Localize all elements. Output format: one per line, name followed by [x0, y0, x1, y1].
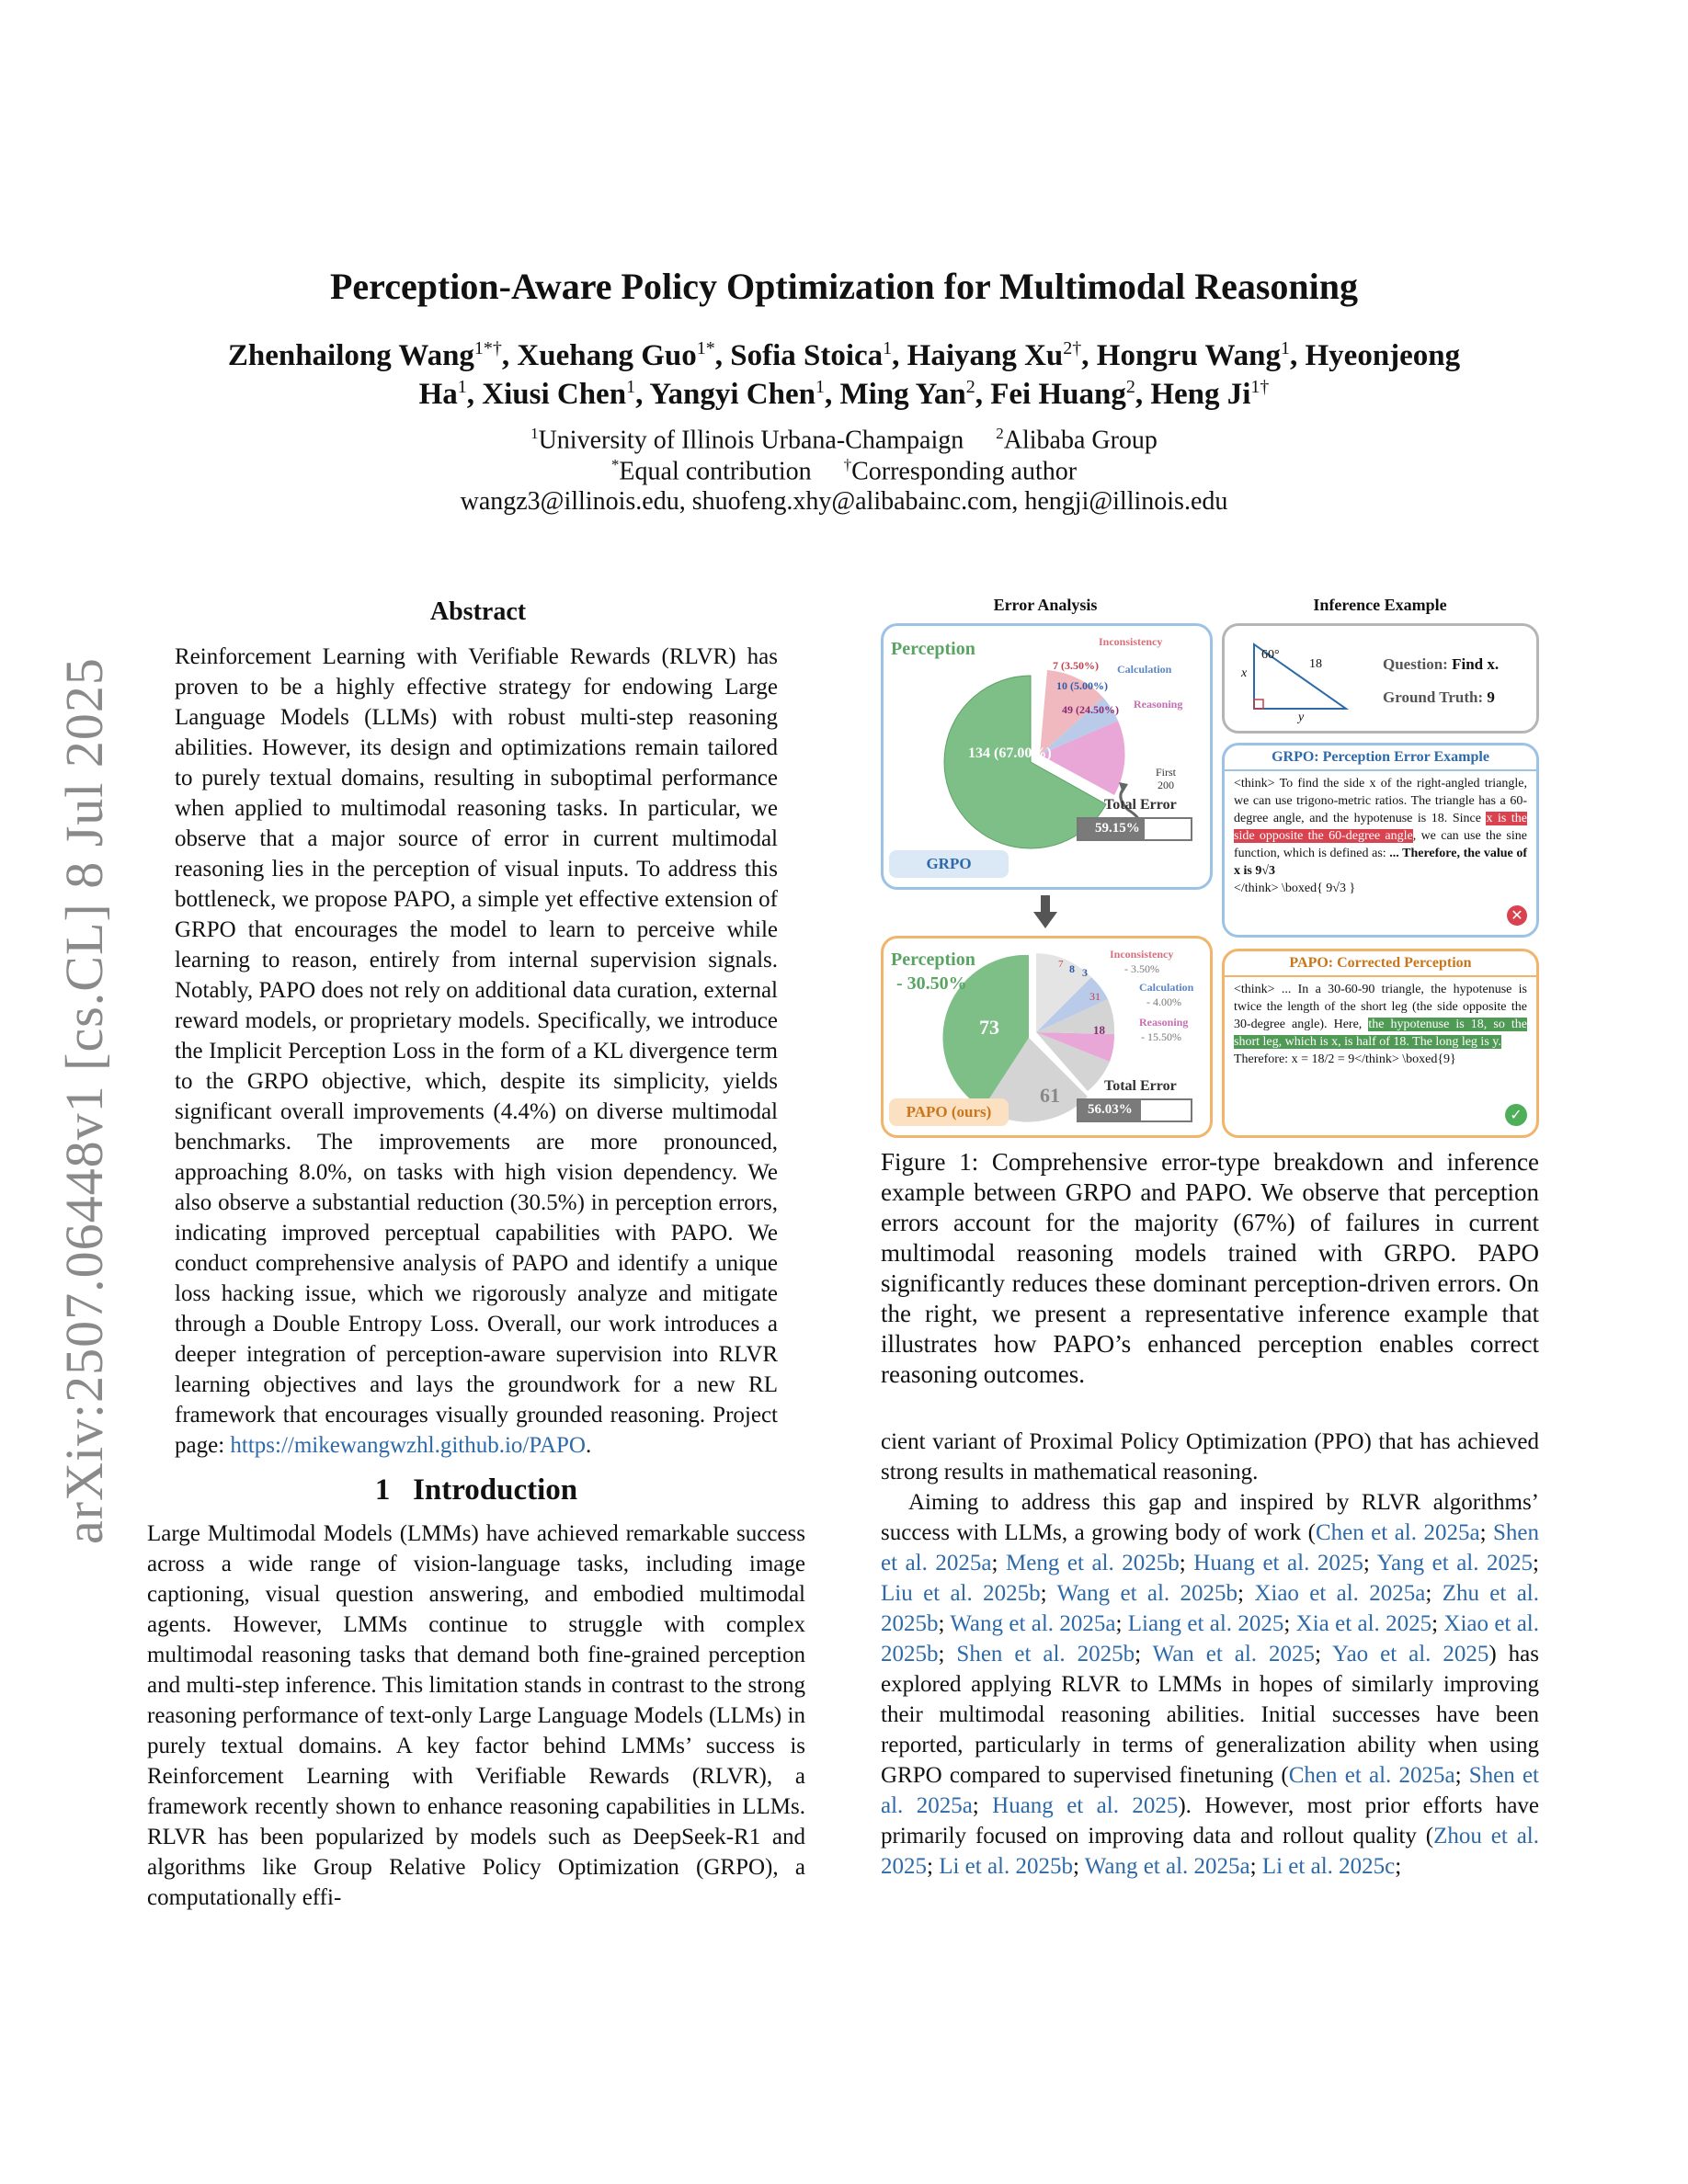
author: Hongru Wang: [1096, 339, 1281, 372]
author: Ha: [418, 378, 458, 411]
reasoning-label: Reasoning: [1139, 1016, 1189, 1029]
first-value: 200: [1158, 779, 1174, 791]
affiliation: Alibaba Group: [1003, 426, 1158, 455]
perception-label: Perception: [891, 950, 975, 970]
section-number: 1: [374, 1473, 391, 1507]
intro-paragraph-2: [881, 1487, 1539, 1882]
inconsistency-value: 7: [1058, 959, 1064, 970]
angle-label: 60°: [1261, 648, 1280, 662]
example-text: <think> To find the side x of the right-angled triangle, we can use trigono-metric ratios. The triangle has a 60-degree angle, and the hypotenuse is 18. Since: [1234, 777, 1527, 825]
example-text: ... Therefore, the value of x is 9√3: [1234, 847, 1527, 878]
wrong-answer-icon: ✕: [1507, 905, 1527, 926]
intro-text: Aiming to address this gap and inspired by RLVR algorithms’ success with LLMs, a growing body of work (: [881, 1490, 1539, 1545]
inference-example-title: Inference Example: [1313, 596, 1447, 614]
calculation-label: Calculation: [1117, 663, 1172, 676]
author: Yangyi Chen: [649, 378, 815, 411]
section-title: Introduction: [413, 1473, 578, 1507]
citation-link[interactable]: Zhu et al. 2025b: [881, 1581, 1539, 1636]
author-mark: 1: [626, 377, 636, 397]
grpo-example-title: GRPO: Perception Error Example: [1272, 749, 1489, 765]
aff-mark: 2: [996, 425, 1004, 442]
grpo-example-text: [1225, 775, 1536, 897]
author-mark: 1: [815, 377, 825, 397]
hypotenuse-label: 18: [1309, 657, 1322, 671]
question-text: Find x.: [1452, 655, 1500, 673]
calculation-value-b: 3: [1082, 966, 1088, 979]
author-mark: 2: [1125, 377, 1135, 397]
citation-list: Zhou et al. 2025; Li et al. 2025b; Wang et al. 2025a; Li et al. 2025c: [881, 1824, 1539, 1879]
figure-1: [881, 588, 1539, 1140]
citation-link[interactable]: Wang et al. 2025b: [1056, 1581, 1238, 1606]
author: Haiyang Xu: [907, 339, 1064, 372]
grpo-example-panel: [1222, 743, 1539, 938]
perception-label: Perception: [891, 639, 975, 659]
question-row: [1383, 655, 1499, 674]
note: Corresponding author: [851, 457, 1078, 486]
example-answer: Therefore: x = 18/2 = 9</think> \boxed{9}: [1234, 1052, 1456, 1066]
example-text: , we can use the sine function, which is defined as:: [1234, 829, 1527, 860]
first-200-note: [1156, 766, 1176, 791]
reasoning-value: 49 (24.50%): [1062, 703, 1119, 716]
author-line-2: Ha$^1$, Xiusi Chen$^1$, Yangyi Chen$^1$, Ming Yan$^2$, Fei Huang$^2$, Heng $Ji^{1\dagger}$: [418, 377, 1270, 411]
arxiv-side-stamp: arXiv:2507.06448v1 [cs.CL] 8 Jul 2025: [54, 657, 114, 1544]
perception-value: 134 (67.00%): [968, 745, 1052, 761]
abstract-end: .: [586, 1433, 592, 1458]
author: Xiusi Chen: [482, 378, 627, 411]
author-notes: [0, 456, 1688, 486]
paper-title: Perception-Aware Policy Optimization for Multimodal Reasoning: [329, 266, 1359, 307]
citation-link[interactable]: Liang et al. 2025: [1127, 1611, 1284, 1636]
ground-truth-value: 9: [1487, 688, 1495, 706]
citation-link[interactable]: Li et al. 2025c: [1261, 1854, 1396, 1879]
citation-link[interactable]: Xia et al. 2025: [1295, 1611, 1432, 1636]
citation-link[interactable]: Wang et al. 2025a: [950, 1611, 1116, 1636]
citation-link[interactable]: Xiao et al. 2025a: [1254, 1581, 1426, 1606]
citation-link[interactable]: Shen et al. 2025b: [956, 1642, 1135, 1666]
author-mark: 1*: [696, 338, 715, 358]
method-label: PAPO (ours): [906, 1103, 992, 1120]
example-answer: </think> \boxed{ 9√3 }: [1234, 882, 1356, 895]
citation-link[interactable]: Chen et al. 2025a: [1315, 1520, 1480, 1545]
calculation-label: Calculation: [1139, 981, 1194, 994]
inconsistency-delta: - 3.50%: [1124, 962, 1159, 975]
citation-link[interactable]: Huang et al. 2025: [1193, 1551, 1363, 1575]
papo-example-title: PAPO: Corrected Perception: [1289, 955, 1472, 971]
triangle-diagram: [1230, 630, 1359, 731]
author: Hyeonjeong: [1305, 339, 1461, 372]
reasoning-value: 18: [1093, 1023, 1105, 1037]
emails: wangz3@illinois.edu, shuofeng.xhy@alibabainc.com, hengji@illinois.edu: [460, 487, 1228, 516]
citation-link[interactable]: Yang et al. 2025: [1376, 1551, 1534, 1575]
author-mark: 1*†: [473, 338, 502, 358]
grpo-error-panel: [881, 623, 1213, 890]
figure-caption: Figure 1: Comprehensive error-type breakdown and inference example between GRPO and PAPO. We observe that perception errors account for the majority (67%) of failures in current multimodal reasoning models trained with GRPO. PAPO significantly reduces these dominant perception-driven errors. On the right, we present a representative inference example that illustrates how PAPO’s enhanced perception enables correct reasoning outcomes.: [881, 1148, 1539, 1388]
author-line-1: Zhenhailong Wang$^{1*\dagger}$, Xuehang Guo$^{1*}$, Sofia Stoica$^1$, Haiyang $Xu^{2\dagger}$, Hongru Wang$^1$, Hyeonjeong: [227, 338, 1461, 372]
author-mark: 1: [1281, 338, 1290, 358]
note-mark: *: [610, 456, 620, 473]
abstract-body: [175, 642, 778, 1461]
error-analysis-title: Error Analysis: [993, 596, 1098, 614]
citation-link[interactable]: Xiao et al. 2025b: [881, 1611, 1539, 1666]
total-error-bar: [1077, 817, 1192, 841]
author-mark: 2: [965, 377, 975, 397]
correct-answer-icon: ✓: [1505, 1104, 1527, 1126]
citation-link[interactable]: Yao et al. 2025: [1332, 1642, 1489, 1666]
method-badge-grpo: [889, 850, 1009, 878]
down-arrow-icon: [1032, 895, 1059, 932]
inconsistency-label: Inconsistency: [1110, 948, 1174, 961]
note-mark: †: [843, 456, 852, 473]
total-error-label: Total Error: [1104, 1078, 1177, 1094]
reasoning-delta: - 15.50%: [1141, 1030, 1181, 1043]
author-mark: 1†: [1250, 377, 1270, 397]
citation-link[interactable]: Liu et al. 2025b: [881, 1581, 1041, 1606]
intro-text: ;: [1395, 1854, 1402, 1879]
citation-link[interactable]: Meng et al. 2025b: [1006, 1551, 1180, 1575]
affiliation: University of Illinois Urbana-Champaign: [538, 426, 964, 455]
ground-truth-label: Ground Truth:: [1383, 688, 1484, 706]
citation-link[interactable]: Chen et al. 2025a: [1288, 1763, 1455, 1788]
papo-error-panel: [881, 936, 1213, 1138]
author-mark: 1: [883, 338, 893, 358]
ground-truth-row: [1383, 688, 1495, 707]
citation-link[interactable]: Wang et al. 2025a: [1084, 1854, 1250, 1879]
citation-link[interactable]: Shen et al. 2025a: [881, 1763, 1540, 1818]
citation-list: Chen et al. 2025a; Shen et al. 2025a; Meng et al. 2025b; Huang et al. 2025; Yang et al. 2025; Liu et al. 2025b; Wang et al. 2025b; Xiao et al. 2025a; Zhu et al. 2025b; Wang et al. 2025a; Liang et al. 2025; Xia et al. 2025; Xiao et al. 2025b; Shen et al. 2025b; Wan et al. 2025; Yao et al. 2025: [881, 1520, 1540, 1666]
citation-link[interactable]: Zhou et al. 2025: [881, 1824, 1539, 1879]
total-error-value: 56.03%: [1088, 1102, 1133, 1117]
papo-example-panel: [1222, 949, 1539, 1138]
intro-text: Large Multimodal Models (LMMs) have achieved remarkable success across a wide range of vision-language tasks, including image captioning, visual question answering, and embodied multimodal agents. However, LMMs continue to struggle with complex multimodal reasoning tasks that demand both fine-grained perception and multi-step inference. This limitation stands in contrast to the strong reasoning performance of text-only Large Language Models (LLMs) in purely textual domains. A key factor behind LMMs’ success is Reinforcement Learning with Verifiable Rewards (RLVR), a framework recently shown to enhance reasoning capabilities in LLMs. RLVR has been popularized by models such as DeepSeek-R1 and algorithms like Group Relative Policy Optimization (GRPO), a computationally effi-: [147, 1521, 805, 1910]
author: Fei Huang: [990, 378, 1126, 411]
citation-link[interactable]: Li et al. 2025b: [939, 1854, 1074, 1879]
intro-text: ) has explored applying RLVR to LMMs in hopes of similarly improving their multimodal reasoning abilities. Initial successes have been reported, particularly in terms of generalization ability when using GRPO compared to supervised finetuning (: [881, 1642, 1540, 1788]
total-error-label: Total Error: [1104, 797, 1177, 813]
author: Zhenhailong Wang: [227, 339, 474, 372]
reasoning-label: Reasoning: [1134, 698, 1183, 711]
author: Ming Yan: [839, 378, 966, 411]
perception-delta: - 30.50%: [896, 973, 967, 994]
correct-perception-highlight: the hypotenuse is 18, so the short leg, which is x, is half of 18. The long leg is y.: [1234, 1018, 1527, 1049]
perception-removed-value: 61: [1040, 1084, 1060, 1107]
abstract-text: Reinforcement Learning with Verifiable Rewards (RLVR) has proven to be a highly effective strategy for endowing Large Language Models (LLMs) with robust multi-step reasoning abilities. However, its design and optimizations remain tailored to purely textual domains, resulting in suboptimal performance when applied to multimodal reasoning tasks. In particular, we observe that a major source of error in current multimodal reasoning lies in the perception of visual inputs. To address this bottleneck, we propose PAPO, a simple yet effective extension of GRPO that encourages the model to learn to perceive while learning to reason, entirely from internal supervision signals. Notably, PAPO does not rely on additional data curation, external reward models, or proprietary models. Specifically, we introduce the Implicit Perception Loss in the form of a KL divergence term to the GRPO objective, which, despite its simplicity, yields significant overall improvements (4.4%) on diverse multimodal benchmarks. The improvements are more pronounced, approaching 8.0%, on tasks with high vision dependency. We also observe a substantial reduction (30.5%) in perception errors, indicating improved perceptual capabilities with PAPO. We conduct comprehensive analysis of PAPO and identify a unique loss hacking issue, which we rigorously analyze and mitigate through a Double Entropy Loss. Overall, our work introduces a deeper integration of perception-aware supervision into RLVR learning objectives and lays the groundwork for a new RL framework that encourages visually grounded reasoning. Project page:: [175, 644, 778, 1458]
citation-link[interactable]: Shen et al. 2025a: [881, 1520, 1540, 1575]
question-panel: [1222, 623, 1539, 734]
calc-removed-value: 31: [1089, 990, 1101, 1003]
perception-error-highlight: x is the side opposite the 60-degree angle: [1234, 812, 1527, 843]
citation-list: Chen et al. 2025a; Shen et al. 2025a; Huang et al. 2025: [881, 1763, 1540, 1818]
side-x-label: x: [1241, 666, 1248, 680]
section-heading: [147, 1473, 805, 1507]
method-label: GRPO: [926, 855, 972, 872]
affiliations: [0, 425, 1688, 455]
calculation-value: 10 (5.00%): [1056, 679, 1108, 692]
perception-value: 73: [979, 1016, 999, 1039]
side-y-label: y: [1298, 711, 1305, 724]
example-text: <think> ... In a 30-60-90 triangle, the hypotenuse is twice the length of the short leg (the side opposite the 30-degree angle). Here,: [1234, 983, 1527, 1031]
citation-link[interactable]: Huang et al. 2025: [992, 1793, 1179, 1818]
first-label: First: [1156, 766, 1177, 779]
intro-paragraph-1: [147, 1519, 805, 1913]
abstract-heading: Abstract: [429, 597, 527, 626]
note: Equal contribution: [619, 457, 812, 486]
citation-link[interactable]: Wan et al. 2025: [1152, 1642, 1316, 1666]
calculation-value-a: 8: [1069, 962, 1075, 975]
inconsistency-value: 7 (3.50%): [1053, 659, 1099, 672]
calculation-delta: - 4.00%: [1146, 995, 1181, 1008]
author: Xuehang Guo: [517, 339, 697, 372]
question-label: Question:: [1383, 655, 1448, 673]
intro-right-column: [881, 1427, 1539, 1882]
total-error-bar: [1077, 1098, 1192, 1122]
author: Heng Ji: [1150, 378, 1251, 411]
author-mark: 1: [457, 377, 467, 397]
intro-text: ). However, most prior efforts have primarily focused on improving data and rollout quality (: [881, 1793, 1540, 1848]
author: Sofia Stoica: [730, 339, 884, 372]
project-page-link[interactable]: https://mikewangwzhl.github.io/PAPO: [230, 1433, 586, 1458]
inconsistency-label: Inconsistency: [1099, 635, 1163, 648]
intro-text-cont: cient variant of Proximal Policy Optimization (PPO) that has achieved strong results in mathematical reasoning.: [881, 1429, 1539, 1484]
method-badge-papo: [889, 1098, 1009, 1126]
author-mark: 2†: [1063, 338, 1082, 358]
papo-example-text: [1225, 981, 1536, 1068]
aff-mark: 1: [530, 425, 539, 442]
total-error-value: 59.15%: [1095, 821, 1140, 836]
